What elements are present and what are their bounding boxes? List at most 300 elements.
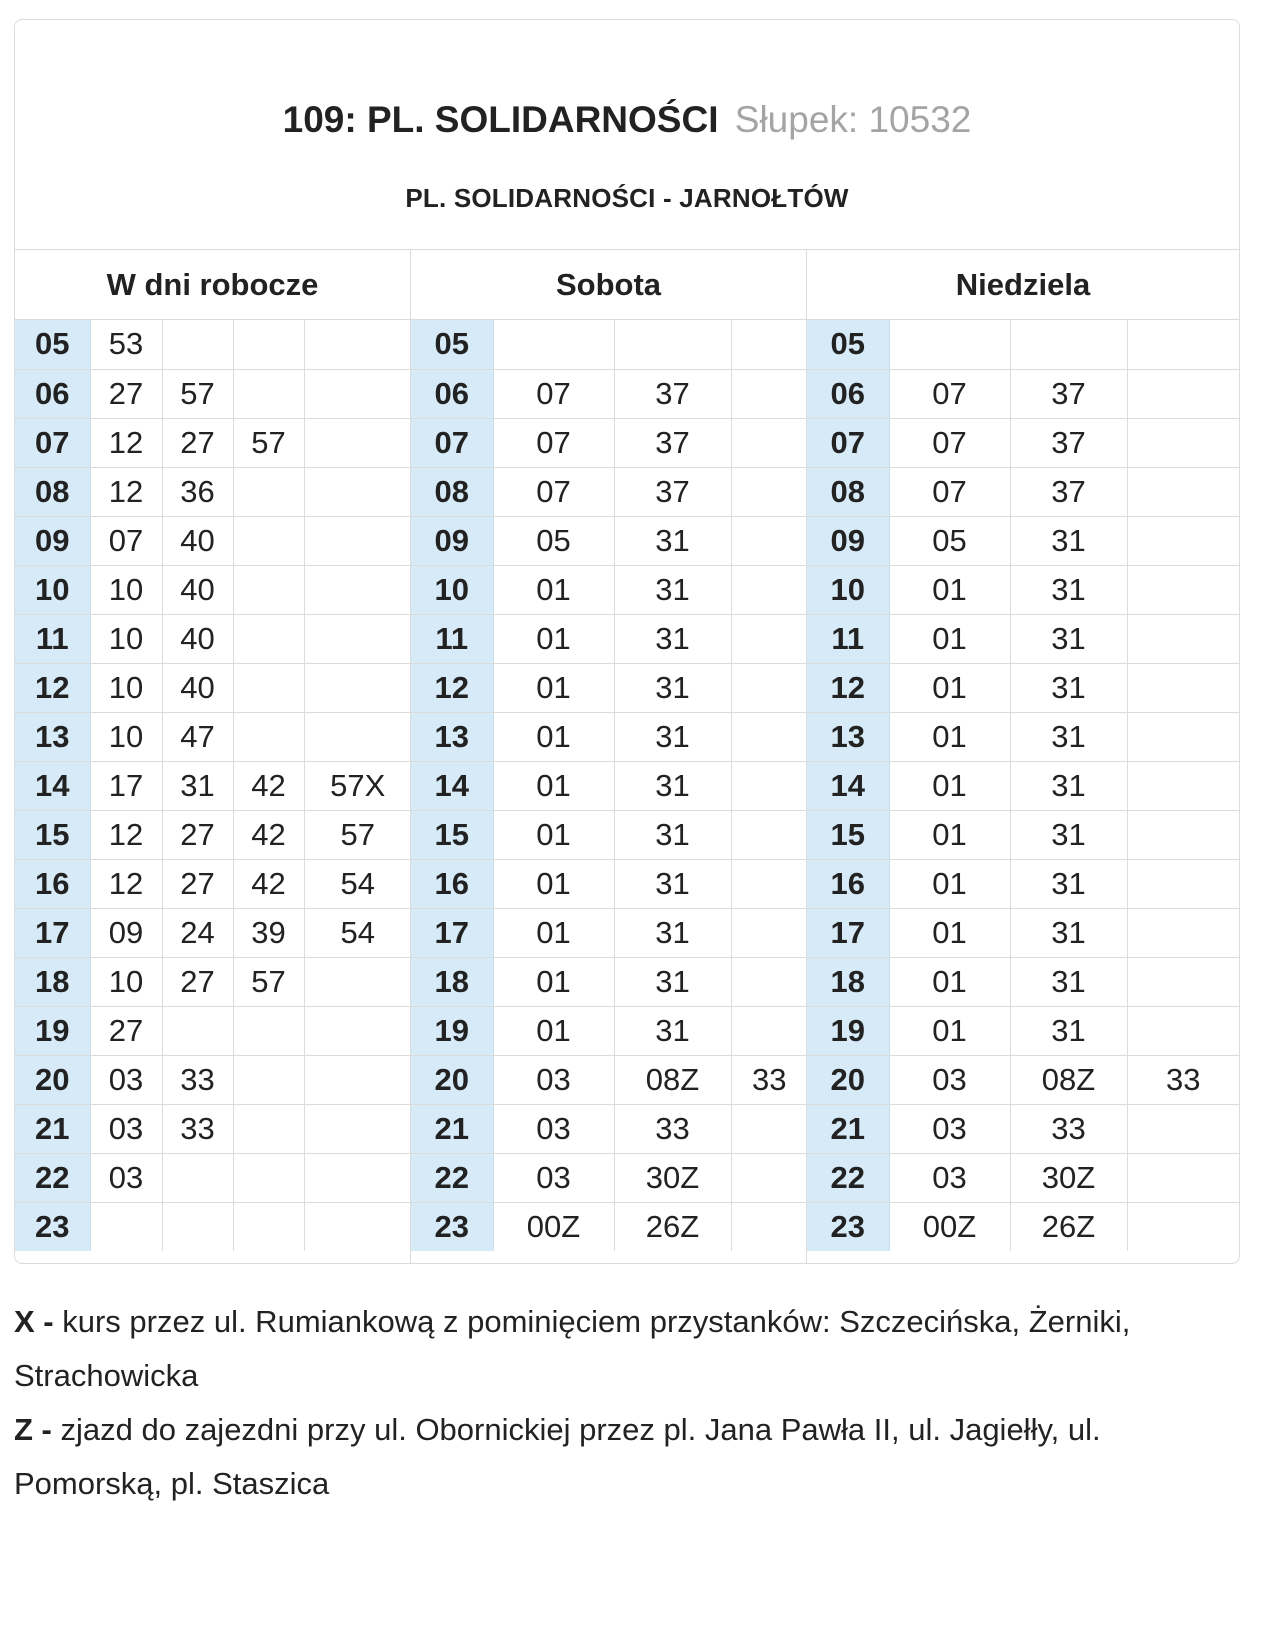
hour-cell: 10 <box>15 565 90 614</box>
table-row <box>15 810 411 859</box>
minute-cell <box>304 369 411 418</box>
day-header: Sobota <box>411 250 806 320</box>
table-row <box>807 565 1239 614</box>
hour-cell: 21 <box>411 1104 493 1153</box>
hour-cell: 20 <box>411 1055 493 1104</box>
table-row <box>411 467 807 516</box>
minute-cell <box>233 1006 304 1055</box>
table-row <box>15 957 411 1006</box>
minute-cell: 31 <box>1010 761 1127 810</box>
hour-cell: 08 <box>411 467 493 516</box>
hour-cell: 12 <box>411 663 493 712</box>
minute-cell: 07 <box>889 467 1010 516</box>
minute-cell: 27 <box>162 957 233 1006</box>
minute-cell: 27 <box>162 418 233 467</box>
minute-cell <box>304 1055 411 1104</box>
minute-cell: 31 <box>614 565 731 614</box>
table-row <box>411 418 807 467</box>
table-row <box>807 1153 1239 1202</box>
minute-cell: 31 <box>1010 516 1127 565</box>
minute-cell <box>731 761 807 810</box>
minute-cell: 33 <box>162 1104 233 1153</box>
schedule-table <box>411 320 807 1251</box>
table-row <box>15 1104 411 1153</box>
legend <box>14 1295 1234 1511</box>
hour-cell: 19 <box>411 1006 493 1055</box>
minute-cell: 01 <box>493 908 614 957</box>
table-row <box>807 859 1239 908</box>
hour-cell: 16 <box>411 859 493 908</box>
minute-cell: 12 <box>90 859 162 908</box>
minute-cell <box>233 1104 304 1153</box>
table-row <box>807 614 1239 663</box>
minute-cell: 33 <box>1010 1104 1127 1153</box>
minute-cell <box>233 712 304 761</box>
table-row <box>15 908 411 957</box>
minute-cell: 07 <box>493 369 614 418</box>
minute-cell <box>1127 1153 1239 1202</box>
minute-cell: 01 <box>889 663 1010 712</box>
minute-cell <box>1127 516 1239 565</box>
minute-cell: 10 <box>90 712 162 761</box>
minute-cell <box>731 1104 807 1153</box>
minute-cell <box>1127 761 1239 810</box>
minute-cell <box>233 467 304 516</box>
hour-cell: 06 <box>807 369 889 418</box>
minute-cell <box>304 957 411 1006</box>
minute-cell: 31 <box>1010 908 1127 957</box>
day-header: W dni robocze <box>15 250 410 320</box>
minute-cell: 31 <box>614 712 731 761</box>
minute-cell: 31 <box>1010 565 1127 614</box>
minute-cell: 31 <box>1010 957 1127 1006</box>
hour-cell: 14 <box>807 761 889 810</box>
hour-cell: 06 <box>15 369 90 418</box>
minute-cell <box>731 516 807 565</box>
hour-cell: 23 <box>15 1202 90 1251</box>
minute-cell: 37 <box>1010 369 1127 418</box>
hour-cell: 18 <box>411 957 493 1006</box>
table-row <box>15 369 411 418</box>
minute-cell: 30Z <box>614 1153 731 1202</box>
minute-cell: 53 <box>90 320 162 369</box>
hour-cell: 13 <box>15 712 90 761</box>
minute-cell <box>304 1006 411 1055</box>
table-row <box>807 761 1239 810</box>
stop-number: Słupek: 10532 <box>734 99 972 140</box>
table-row <box>807 467 1239 516</box>
minute-cell <box>304 1104 411 1153</box>
minute-cell: 05 <box>493 516 614 565</box>
minute-cell: 03 <box>889 1153 1010 1202</box>
table-row <box>807 1202 1239 1251</box>
hour-cell: 20 <box>807 1055 889 1104</box>
minute-cell <box>1127 908 1239 957</box>
minute-cell: 33 <box>162 1055 233 1104</box>
minute-cell: 31 <box>614 761 731 810</box>
minute-cell: 31 <box>614 908 731 957</box>
hour-cell: 09 <box>15 516 90 565</box>
minute-cell <box>731 957 807 1006</box>
hour-cell: 18 <box>807 957 889 1006</box>
minute-cell: 57X <box>304 761 411 810</box>
table-row <box>411 810 807 859</box>
table-row <box>807 810 1239 859</box>
hour-cell: 18 <box>15 957 90 1006</box>
hour-cell: 11 <box>15 614 90 663</box>
line-stop-title: 109: PL. SOLIDARNOŚCI <box>282 99 719 140</box>
minute-cell: 42 <box>233 761 304 810</box>
hour-cell: 10 <box>807 565 889 614</box>
minute-cell: 01 <box>889 565 1010 614</box>
table-row <box>15 1006 411 1055</box>
minute-cell <box>1010 320 1127 369</box>
hour-cell: 09 <box>807 516 889 565</box>
hour-cell: 11 <box>807 614 889 663</box>
hour-cell: 23 <box>807 1202 889 1251</box>
minute-cell: 17 <box>90 761 162 810</box>
minute-cell: 07 <box>889 369 1010 418</box>
hour-cell: 21 <box>15 1104 90 1153</box>
minute-cell: 12 <box>90 810 162 859</box>
minute-cell: 31 <box>614 516 731 565</box>
table-row <box>15 320 411 369</box>
hour-cell: 19 <box>807 1006 889 1055</box>
minute-cell: 57 <box>233 957 304 1006</box>
minute-cell <box>731 467 807 516</box>
table-row <box>15 418 411 467</box>
minute-cell <box>233 1202 304 1251</box>
hour-cell: 15 <box>807 810 889 859</box>
minute-cell <box>1127 320 1239 369</box>
hour-cell: 14 <box>411 761 493 810</box>
hour-cell: 13 <box>411 712 493 761</box>
minute-cell <box>233 1055 304 1104</box>
route-direction: PL. SOLIDARNOŚCI - JARNOŁTÓW <box>405 183 849 213</box>
minute-cell <box>304 320 411 369</box>
minute-cell <box>731 614 807 663</box>
minute-cell: 37 <box>614 418 731 467</box>
table-row <box>15 614 411 663</box>
table-row <box>15 761 411 810</box>
table-row <box>411 565 807 614</box>
minute-cell <box>90 1202 162 1251</box>
minute-cell <box>731 369 807 418</box>
hour-cell: 23 <box>411 1202 493 1251</box>
day-header: Niedziela <box>807 250 1239 320</box>
hour-cell: 06 <box>411 369 493 418</box>
minute-cell <box>731 418 807 467</box>
timetable-header <box>15 20 1239 250</box>
minute-cell: 03 <box>889 1055 1010 1104</box>
hour-cell: 19 <box>15 1006 90 1055</box>
minute-cell <box>731 859 807 908</box>
minute-cell: 01 <box>493 761 614 810</box>
minute-cell: 26Z <box>614 1202 731 1251</box>
hour-cell: 22 <box>411 1153 493 1202</box>
minute-cell: 31 <box>162 761 233 810</box>
minute-cell <box>304 467 411 516</box>
table-row <box>15 1055 411 1104</box>
legend-key: Z - <box>14 1412 52 1447</box>
minute-cell: 27 <box>90 369 162 418</box>
minute-cell: 10 <box>90 663 162 712</box>
minute-cell: 10 <box>90 957 162 1006</box>
minute-cell <box>1127 712 1239 761</box>
minute-cell: 12 <box>90 467 162 516</box>
minute-cell: 01 <box>889 761 1010 810</box>
minute-cell: 10 <box>90 565 162 614</box>
minute-cell: 39 <box>233 908 304 957</box>
hour-cell: 07 <box>411 418 493 467</box>
minute-cell: 47 <box>162 712 233 761</box>
hour-cell: 12 <box>807 663 889 712</box>
minute-cell: 31 <box>1010 712 1127 761</box>
table-row <box>411 1006 807 1055</box>
minute-cell: 57 <box>162 369 233 418</box>
minute-cell: 07 <box>889 418 1010 467</box>
minute-cell <box>162 1202 233 1251</box>
legend-item-x <box>14 1295 1234 1403</box>
table-row <box>15 565 411 614</box>
hour-cell: 21 <box>807 1104 889 1153</box>
minute-cell <box>889 320 1010 369</box>
minute-cell <box>731 810 807 859</box>
minute-cell <box>162 1153 233 1202</box>
hour-cell: 14 <box>15 761 90 810</box>
minute-cell: 37 <box>1010 467 1127 516</box>
minute-cell: 10 <box>90 614 162 663</box>
table-row <box>411 1055 807 1104</box>
minute-cell: 31 <box>614 859 731 908</box>
minute-cell: 40 <box>162 663 233 712</box>
table-row <box>807 516 1239 565</box>
minute-cell <box>614 320 731 369</box>
table-row <box>411 663 807 712</box>
minute-cell <box>731 1006 807 1055</box>
legend-text: zjazd do zajezdni przy ul. Obornickiej przez pl. Jana Pawła II, ul. Jagiełły, ul. Pomorską, pl. Staszica <box>14 1412 1101 1501</box>
table-row <box>807 663 1239 712</box>
minute-cell <box>1127 957 1239 1006</box>
minute-cell: 31 <box>614 957 731 1006</box>
day-column-weekdays <box>15 250 411 1264</box>
minute-cell: 01 <box>889 908 1010 957</box>
minute-cell: 01 <box>493 810 614 859</box>
minute-cell: 36 <box>162 467 233 516</box>
minute-cell: 07 <box>493 418 614 467</box>
hour-cell: 17 <box>411 908 493 957</box>
minute-cell <box>233 614 304 663</box>
minute-cell <box>233 1153 304 1202</box>
minute-cell <box>304 663 411 712</box>
minute-cell: 26Z <box>1010 1202 1127 1251</box>
minute-cell: 37 <box>1010 418 1127 467</box>
minute-cell <box>1127 369 1239 418</box>
hour-cell: 17 <box>15 908 90 957</box>
minute-cell: 31 <box>1010 1006 1127 1055</box>
minute-cell: 01 <box>493 565 614 614</box>
table-row <box>411 859 807 908</box>
hour-cell: 16 <box>15 859 90 908</box>
legend-item-z <box>14 1403 1234 1511</box>
minute-cell: 01 <box>889 810 1010 859</box>
table-row <box>411 1153 807 1202</box>
minute-cell: 01 <box>493 957 614 1006</box>
table-row <box>807 1055 1239 1104</box>
table-row <box>411 369 807 418</box>
minute-cell: 31 <box>1010 859 1127 908</box>
minute-cell: 01 <box>493 614 614 663</box>
minute-cell: 03 <box>90 1104 162 1153</box>
table-row <box>15 516 411 565</box>
minute-cell: 31 <box>1010 663 1127 712</box>
minute-cell: 01 <box>889 1006 1010 1055</box>
minute-cell <box>731 1202 807 1251</box>
table-row <box>15 663 411 712</box>
hour-cell: 08 <box>807 467 889 516</box>
minute-cell: 01 <box>493 1006 614 1055</box>
minute-cell: 03 <box>493 1153 614 1202</box>
hour-cell: 05 <box>807 320 889 369</box>
hour-cell: 09 <box>411 516 493 565</box>
table-row <box>807 908 1239 957</box>
legend-text: kurs przez ul. Rumiankową z pominięciem przystanków: Szczecińska, Żerniki, Strachowicka <box>14 1304 1131 1393</box>
minute-cell <box>731 712 807 761</box>
hour-cell: 10 <box>411 565 493 614</box>
minute-cell: 01 <box>493 859 614 908</box>
minute-cell: 01 <box>889 614 1010 663</box>
hour-cell: 08 <box>15 467 90 516</box>
minute-cell: 00Z <box>493 1202 614 1251</box>
minute-cell: 01 <box>889 712 1010 761</box>
timetable-card <box>14 19 1240 1264</box>
minute-cell <box>304 614 411 663</box>
table-row <box>411 1202 807 1251</box>
minute-cell <box>493 320 614 369</box>
minute-cell <box>1127 663 1239 712</box>
hour-cell: 07 <box>15 418 90 467</box>
minute-cell: 31 <box>614 614 731 663</box>
minute-cell: 27 <box>162 859 233 908</box>
minute-cell <box>304 565 411 614</box>
minute-cell: 33 <box>614 1104 731 1153</box>
minute-cell: 03 <box>90 1055 162 1104</box>
minute-cell: 27 <box>162 810 233 859</box>
minute-cell <box>162 1006 233 1055</box>
minute-cell <box>1127 1006 1239 1055</box>
minute-cell: 33 <box>1127 1055 1239 1104</box>
table-row <box>807 369 1239 418</box>
minute-cell: 57 <box>304 810 411 859</box>
page-title <box>15 20 1239 145</box>
hour-cell: 11 <box>411 614 493 663</box>
minute-cell <box>1127 565 1239 614</box>
table-row <box>807 1006 1239 1055</box>
minute-cell <box>1127 810 1239 859</box>
table-row <box>807 418 1239 467</box>
minute-cell: 57 <box>233 418 304 467</box>
legend-key: X - <box>14 1304 54 1339</box>
minute-cell <box>233 663 304 712</box>
minute-cell <box>731 565 807 614</box>
minute-cell: 01 <box>889 859 1010 908</box>
minute-cell: 03 <box>493 1055 614 1104</box>
minute-cell: 07 <box>90 516 162 565</box>
minute-cell: 31 <box>614 810 731 859</box>
table-row <box>807 712 1239 761</box>
hour-cell: 22 <box>15 1153 90 1202</box>
minute-cell: 54 <box>304 908 411 957</box>
minute-cell <box>162 320 233 369</box>
minute-cell: 40 <box>162 565 233 614</box>
hour-cell: 17 <box>807 908 889 957</box>
minute-cell: 01 <box>889 957 1010 1006</box>
minute-cell: 31 <box>614 1006 731 1055</box>
minute-cell: 30Z <box>1010 1153 1127 1202</box>
hour-cell: 05 <box>15 320 90 369</box>
table-row <box>411 908 807 957</box>
table-row <box>15 1202 411 1251</box>
table-row <box>411 320 807 369</box>
minute-cell: 37 <box>614 467 731 516</box>
table-row <box>15 859 411 908</box>
minute-cell: 01 <box>493 663 614 712</box>
table-row <box>15 1153 411 1202</box>
minute-cell <box>233 369 304 418</box>
minute-cell <box>1127 614 1239 663</box>
minute-cell <box>1127 859 1239 908</box>
hour-cell: 16 <box>807 859 889 908</box>
minute-cell: 01 <box>493 712 614 761</box>
minute-cell: 37 <box>614 369 731 418</box>
minute-cell <box>233 320 304 369</box>
minute-cell: 03 <box>493 1104 614 1153</box>
hour-cell: 05 <box>411 320 493 369</box>
minute-cell: 05 <box>889 516 1010 565</box>
minute-cell <box>233 565 304 614</box>
minute-cell: 00Z <box>889 1202 1010 1251</box>
minute-cell <box>731 1153 807 1202</box>
hour-cell: 15 <box>411 810 493 859</box>
table-row <box>411 957 807 1006</box>
hour-cell: 13 <box>807 712 889 761</box>
minute-cell: 03 <box>889 1104 1010 1153</box>
minute-cell: 54 <box>304 859 411 908</box>
minute-cell: 08Z <box>1010 1055 1127 1104</box>
hour-cell: 15 <box>15 810 90 859</box>
minute-cell: 08Z <box>614 1055 731 1104</box>
minute-cell: 09 <box>90 908 162 957</box>
hour-cell: 20 <box>15 1055 90 1104</box>
minute-cell <box>304 418 411 467</box>
minute-cell <box>304 1153 411 1202</box>
table-row <box>411 1104 807 1153</box>
table-row <box>411 516 807 565</box>
minute-cell: 42 <box>233 859 304 908</box>
minute-cell: 40 <box>162 614 233 663</box>
minute-cell <box>1127 1104 1239 1153</box>
table-row <box>807 320 1239 369</box>
minute-cell <box>233 516 304 565</box>
minute-cell <box>1127 418 1239 467</box>
schedule-table <box>807 320 1239 1251</box>
hour-cell: 07 <box>807 418 889 467</box>
minute-cell <box>304 1202 411 1251</box>
schedule-table <box>15 320 411 1251</box>
minute-cell <box>1127 467 1239 516</box>
hour-cell: 22 <box>807 1153 889 1202</box>
minute-cell: 24 <box>162 908 233 957</box>
